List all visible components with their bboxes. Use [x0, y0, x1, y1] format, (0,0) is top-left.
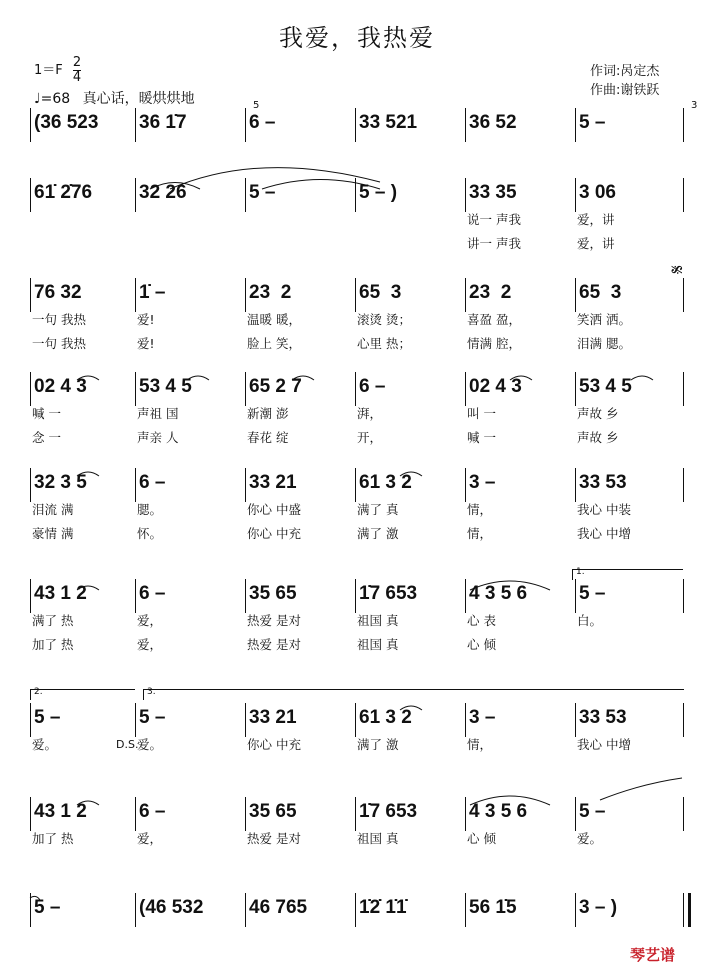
barline: [245, 278, 246, 312]
lyric-syllables: 春花 绽: [247, 430, 289, 445]
measure-notes: 3 06: [579, 182, 616, 203]
notation-row: [0, 112, 714, 136]
lyric-line-1: [0, 210, 714, 234]
measure-notes: 5 – ): [359, 182, 398, 203]
measure-notes: 1̇7 653: [359, 583, 418, 604]
barline: [245, 893, 246, 927]
lyric-line-1: [0, 611, 714, 635]
barline: [683, 108, 684, 142]
barline: [465, 278, 466, 312]
tempo-line: [34, 90, 195, 109]
lyric-syllables: 情，: [467, 737, 493, 752]
measure-notes: 5 –: [249, 182, 276, 203]
measure-notes: 02 4 3: [469, 376, 522, 397]
notation-row: [0, 801, 714, 825]
measure-notes: 35 65: [249, 801, 297, 822]
lyric-syllables: 加了 热: [32, 831, 74, 846]
lyric-syllables: 爱，: [137, 613, 163, 628]
barline: [575, 108, 576, 142]
lyric-syllables: 湃，: [357, 406, 383, 421]
measure-notes: 02 4 3: [34, 376, 87, 397]
lyric-syllables: 你心 中盛: [247, 502, 301, 517]
measure-notes: 32 26: [139, 182, 187, 203]
lyric-syllables: 脸上 笑，: [247, 336, 301, 351]
barline: [465, 372, 466, 406]
barline: [465, 178, 466, 212]
barline: [245, 372, 246, 406]
barline: [30, 579, 31, 613]
lyric-syllables: 念 一: [32, 430, 61, 445]
volta-2-label: 2.: [34, 687, 43, 697]
lyric-syllables: 豪情 满: [32, 526, 74, 541]
measure-notes: 33 53: [579, 707, 627, 728]
measure-notes: 61 3 2: [359, 707, 412, 728]
lyric-syllables: 新潮 澎: [247, 406, 289, 421]
grace-note: 3: [691, 100, 698, 111]
lyric-syllables: 爱，讲: [577, 236, 615, 251]
measure-notes: 1̇2̇ 1̇1̇: [359, 897, 407, 918]
measure-notes: 6 –: [249, 112, 276, 133]
measure-notes: 6 –: [359, 376, 386, 397]
lyric-syllables: 一句 我热: [32, 312, 86, 327]
lyric-syllables: 腮。: [137, 502, 163, 517]
lyric-syllables: 祖国 真: [357, 831, 399, 846]
measure-notes: 5 –: [34, 897, 61, 918]
notation-row: [0, 583, 714, 607]
measure-notes: 65 3: [359, 282, 402, 303]
notation-row: [0, 707, 714, 731]
lyric-syllables: 声故 乡: [577, 430, 619, 445]
lyric-syllables: 说一 声我: [467, 212, 521, 227]
barline: [355, 372, 356, 406]
lyricist: 作词:呙定杰: [590, 64, 660, 79]
lyric-line-2: [0, 635, 714, 659]
measure-notes: 56 1̇5: [469, 897, 517, 918]
barline: [135, 372, 136, 406]
lyric-syllables: 笑洒 洒。: [577, 312, 631, 327]
measure-notes: 23 2: [469, 282, 512, 303]
barline: [30, 372, 31, 406]
lyric-line-1: [0, 829, 714, 853]
lyric-line-1: [0, 500, 714, 524]
lyric-syllables: 爱。: [32, 737, 58, 752]
lyric-syllables: 泪满 腮。: [577, 336, 631, 351]
barline: [355, 178, 356, 212]
measure-notes: 3 –: [469, 707, 496, 728]
lyric-syllables: 满了 激: [357, 737, 399, 752]
lyric-syllables: 爱!: [137, 336, 155, 351]
lyric-syllables: 喊 一: [467, 430, 496, 445]
notation-row: [0, 897, 714, 921]
barline: [135, 468, 136, 502]
lyric-syllables: 心 表: [467, 613, 496, 628]
lyric-syllables: 加了 热: [32, 637, 74, 652]
volta-2: [30, 689, 135, 700]
composer: 作曲:谢铁跃: [590, 83, 660, 98]
notation-row: [0, 182, 714, 206]
barline: [683, 468, 684, 502]
barline: [30, 703, 31, 737]
measure-notes: 33 53: [579, 472, 627, 493]
measure-notes: (46 532: [139, 897, 204, 918]
barline: [355, 108, 356, 142]
measure-notes: 53 4 5: [139, 376, 192, 397]
measure-notes: 6 –: [139, 583, 166, 604]
barline: [245, 178, 246, 212]
lyric-line-2: [0, 428, 714, 452]
lyric-syllables: 声祖 国: [137, 406, 179, 421]
measure-notes: 32 3 5: [34, 472, 87, 493]
barline: [135, 797, 136, 831]
barline: [575, 468, 576, 502]
lyric-syllables: 讲一 声我: [467, 236, 521, 251]
credits: [590, 62, 659, 100]
measure-notes: 6 –: [139, 801, 166, 822]
measure-notes: 65 3: [579, 282, 622, 303]
lyric-syllables: 我心 中增: [577, 526, 631, 541]
measure-notes: 35 65: [249, 583, 297, 604]
slur: [600, 778, 682, 800]
lyric-syllables: 你心 中充: [247, 737, 301, 752]
measure-notes: 36 1̇7: [139, 112, 187, 133]
barline: [245, 579, 246, 613]
key-label: 1＝F: [34, 63, 63, 78]
lyric-line-2: [0, 234, 714, 258]
measure-notes: 43 1 2: [34, 583, 87, 604]
time-signature-bottom: 4: [72, 70, 82, 85]
barline: [465, 579, 466, 613]
barline: [575, 579, 576, 613]
lyric-syllables: 情，: [467, 502, 493, 517]
measure-notes: 53 4 5: [579, 376, 632, 397]
measure-notes: 23 2: [249, 282, 292, 303]
barline: [30, 797, 31, 831]
barline: [135, 893, 136, 927]
measure-notes: 46 765: [249, 897, 308, 918]
barline: [245, 468, 246, 502]
lyric-line-1: [0, 735, 714, 759]
barline: [245, 797, 246, 831]
measure-notes: 36 52: [469, 112, 517, 133]
lyric-syllables: 你心 中充: [247, 526, 301, 541]
lyric-syllables: 心 倾: [467, 831, 496, 846]
measure-notes: 1̇ –: [139, 282, 166, 303]
lyric-syllables: 爱。: [137, 737, 163, 752]
barline: [135, 703, 136, 737]
barline: [683, 278, 684, 312]
lyric-syllables: 叫 一: [467, 406, 496, 421]
site-logo: 琴艺谱: [630, 946, 676, 964]
ds-marking: D.S.: [116, 738, 139, 751]
barline: [575, 178, 576, 212]
measure-notes: 3 –: [469, 472, 496, 493]
measure-notes: 4 3 5 6: [469, 801, 528, 822]
tempo-mark: ♩=68: [34, 91, 71, 107]
barline: [355, 893, 356, 927]
lyric-syllables: 温暖 暖，: [247, 312, 301, 327]
barline: [683, 178, 684, 212]
lyric-syllables: 爱!: [137, 312, 155, 327]
lyric-syllables: 开，: [357, 430, 383, 445]
measure-notes: 65 2 7: [249, 376, 302, 397]
measure-notes: 61 3 2: [359, 472, 412, 493]
barline: [355, 278, 356, 312]
barline: [683, 579, 684, 613]
barline: [575, 372, 576, 406]
lyric-syllables: 泪流 满: [32, 502, 74, 517]
lyric-syllables: 满了 激: [357, 526, 399, 541]
lyric-syllables: 声亲 人: [137, 430, 179, 445]
barline: [683, 797, 684, 831]
lyric-syllables: 情，: [467, 526, 493, 541]
measure-notes: 33 21: [249, 707, 297, 728]
lyric-syllables: 心里 热；: [357, 336, 411, 351]
barline: [135, 178, 136, 212]
lyric-syllables: 滚烫 烫；: [357, 312, 411, 327]
lyric-syllables: 我心 中装: [577, 502, 631, 517]
lyric-syllables: 爱，: [137, 637, 163, 652]
lyric-syllables: 白。: [577, 613, 603, 628]
measure-notes: 5 –: [579, 583, 606, 604]
notation-row: [0, 282, 714, 306]
measure-notes: 3 – ): [579, 897, 618, 918]
barline: [465, 468, 466, 502]
barline: [30, 278, 31, 312]
barline: [135, 108, 136, 142]
lyric-syllables: 祖国 真: [357, 613, 399, 628]
barline: [575, 797, 576, 831]
key-signature: [34, 56, 81, 85]
barline: [135, 579, 136, 613]
lyric-syllables: 喊 一: [32, 406, 61, 421]
volta-1: [572, 569, 683, 580]
measure-notes: 61̇ 2̇76: [34, 182, 93, 203]
time-signature-top: 2: [72, 55, 82, 70]
barline: [465, 797, 466, 831]
expression-text: 真心话，暖烘烘地: [82, 91, 195, 107]
lyric-syllables: 心 倾: [467, 637, 496, 652]
volta-1-label: 1.: [576, 567, 585, 577]
notation-row: [0, 472, 714, 496]
measure-notes: 5 –: [579, 112, 606, 133]
lyric-syllables: 一句 我热: [32, 336, 86, 351]
lyric-syllables: 热爱 是对: [247, 637, 301, 652]
lyric-syllables: 热爱 是对: [247, 613, 301, 628]
song-title: 我爱，我热爱: [279, 24, 435, 52]
measure-notes: (36 523: [34, 112, 99, 133]
lyric-syllables: 我心 中增: [577, 737, 631, 752]
barline: [355, 703, 356, 737]
barline: [30, 108, 31, 142]
lyric-line-1: [0, 310, 714, 334]
measure-notes: 43 1 2: [34, 801, 87, 822]
lyric-line-1: [0, 404, 714, 428]
measure-notes: 5 –: [34, 707, 61, 728]
lyric-line-2: [0, 334, 714, 358]
measure-notes: 1̇7 653: [359, 801, 418, 822]
barline: [465, 893, 466, 927]
lyric-syllables: 怀。: [137, 526, 163, 541]
lyric-syllables: 满了 热: [32, 613, 74, 628]
barline: [683, 703, 684, 737]
barline: [575, 893, 576, 927]
barline: [575, 278, 576, 312]
time-signature: [73, 56, 81, 85]
volta-3-label: 3.: [147, 687, 156, 697]
barline: [30, 893, 31, 927]
barline: [465, 703, 466, 737]
notation-row: [0, 376, 714, 400]
barline: [245, 108, 246, 142]
measure-notes: 6 –: [139, 472, 166, 493]
barline: [355, 579, 356, 613]
lyric-syllables: 祖国 真: [357, 637, 399, 652]
barline: [683, 372, 684, 406]
grace-note: 5: [253, 100, 260, 111]
measure-notes: 5 –: [579, 801, 606, 822]
measure-notes: 4 3 5 6: [469, 583, 528, 604]
lyric-syllables: 喜盈 盈，: [467, 312, 521, 327]
measure-notes: 33 21: [249, 472, 297, 493]
lyric-syllables: 爱。: [577, 831, 603, 846]
lyric-syllables: 热爱 是对: [247, 831, 301, 846]
measure-notes: 76 32: [34, 282, 82, 303]
barline: [30, 178, 31, 212]
barline: [355, 797, 356, 831]
measure-notes: 33 521: [359, 112, 418, 133]
barline: [355, 468, 356, 502]
lyric-line-2: [0, 524, 714, 548]
barline: [683, 893, 691, 927]
barline: [575, 703, 576, 737]
measure-notes: 5 –: [139, 707, 166, 728]
volta-3: [143, 689, 684, 700]
lyric-syllables: 情满 腔，: [467, 336, 521, 351]
lyric-syllables: 爱，: [137, 831, 163, 846]
barline: [245, 703, 246, 737]
barline: [30, 468, 31, 502]
measure-notes: 33 35: [469, 182, 517, 203]
lyric-syllables: 满了 真: [357, 502, 399, 517]
segno-sign: 𝄋: [664, 265, 689, 275]
lyric-syllables: 爱，讲: [577, 212, 615, 227]
barline: [465, 108, 466, 142]
lyric-syllables: 声故 乡: [577, 406, 619, 421]
barline: [135, 278, 136, 312]
